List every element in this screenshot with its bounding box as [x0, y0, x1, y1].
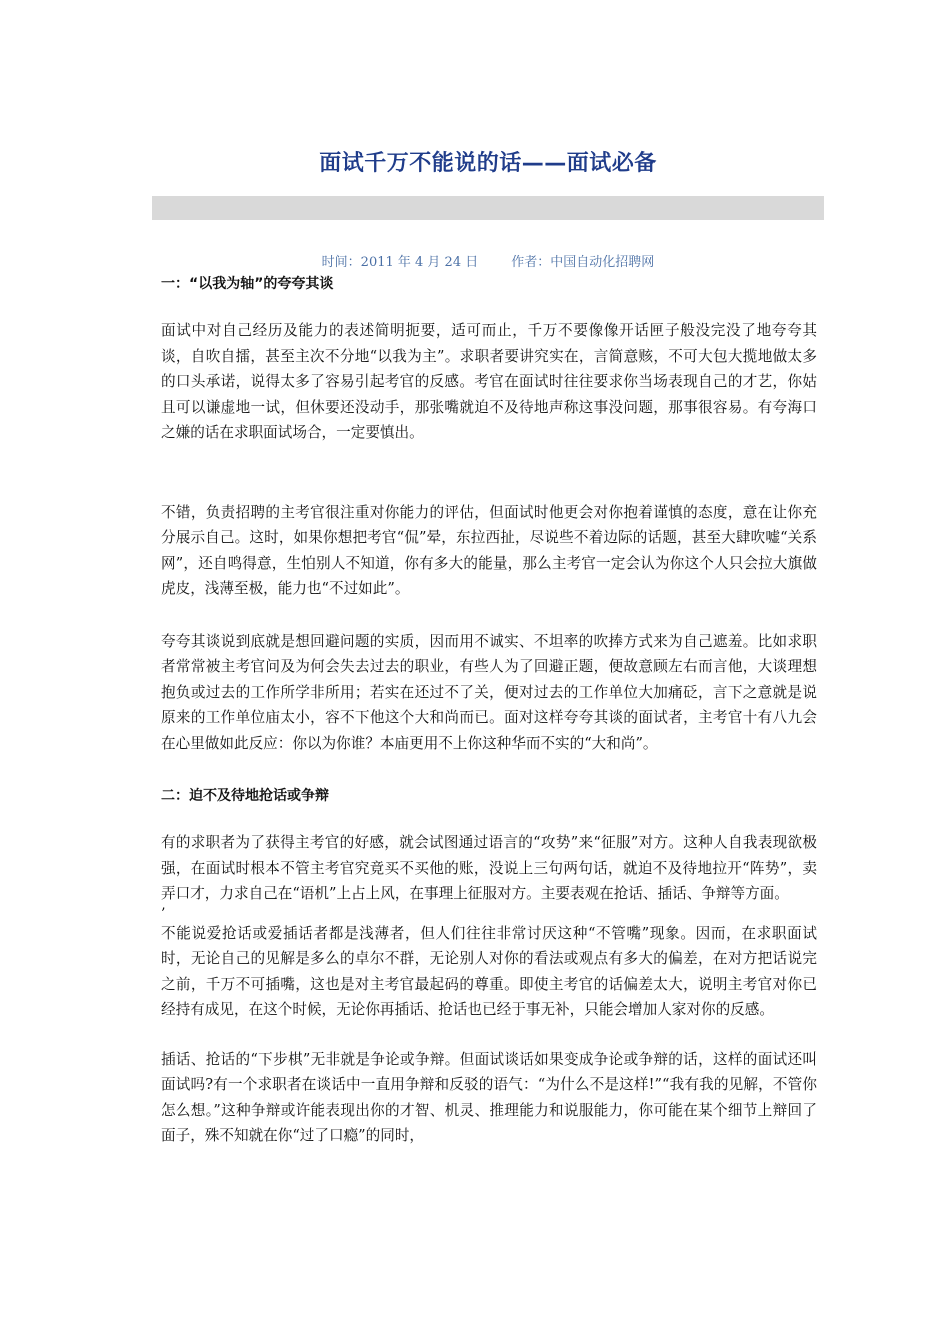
paragraph-2-1: 有的求职者为了获得主考官的好感，就会试图通过语言的“攻势”来“征服”对方。这种人自我表现欲极强，在面试时根本不管主考官究竟买不买他的账，没说上三句两句话，就迫不及待地拉开“阵势”，卖弄口才，力求自己在“语机”上占上风，在事理上征服对方。主要表观在抢话、插话、争辩等方面。: [161, 834, 817, 902]
paragraph-2-3: 插话、抢话的“下步棋”无非就是争论或争辩。但面试谈话如果变成争论或争辩的话，这样的面试还叫面试吗?有一个求职者在谈话中一直用争辩和反驳的语气：“为什么不是这样!”“我有我的见解，不管你怎么想。”这种争辩或许能表现出你的才智、机灵、推理能力和说服能力，你可能在某个细节上辩回了面子，殊不知就在你“过了口瘾”的同时，: [161, 1050, 817, 1144]
document-title: 面试千万不能说的话——面试必备: [319, 151, 657, 176]
section-heading-2: 二：迫不及待地抢话或争辩: [161, 788, 329, 804]
author: 作者：中国自动化招聘网: [511, 255, 655, 270]
stray-mark: ’: [161, 905, 166, 922]
title-divider-bar: [152, 196, 824, 220]
article-body: [161, 274, 817, 1149]
paragraph-1-1: 面试中对自己经历及能力的表述简明扼要，适可而止，千万不要像像开话匣子般没完没了地夸夸其谈，自吹自擂，甚至主次不分地“以我为主”。求职者要讲究实在，言简意赅，不可大包大揽地做太多的口头承诺，说得太多了容易引起考官的反感。考官在面试时往往要求你当场表现自己的才艺，你姑且可以谦虚地一试，但休要还没动手，那张嘴就迫不及待地声称这事没问题，那事很容易。有夸海口之嫌的话在求职面试场合，一定要慎出。: [161, 322, 817, 441]
article-meta: [152, 251, 824, 270]
paragraph-1-3: 夸夸其谈说到底就是想回避问题的实质，因而用不诚实、不坦率的吹捧方式来为自己遮羞。比如求职者常常被主考官问及为何会失去过去的职业，有些人为了回避正题，便故意顾左右而言他，大谈理想抱负或过去的工作所学非所用；若实在还过不了关，便对过去的工作单位大加痛砭，言下之意就是说原来的工作单位庙太小，容不下他这个大和尚而已。面对这样夸夸其谈的面试者，主考官十有八九会在心里做如此反应：你以为你谁？本庙更用不上你这种华而不实的“大和尚”。: [161, 632, 817, 752]
paragraph-1-2: 不错，负责招聘的主考官很注重对你能力的评估，但面试时他更会对你抱着谨慎的态度，意在让你充分展示自己。这时，如果你想把考官“侃”晕，东拉西扯，尽说些不着边际的话题，甚至大肆吹嘘“关系网”，还自鸣得意，生怕别人不知道，你有多大的能量，那么主考官一定会认为你这个人只会拉大旗做虎皮，浅薄至极，能力也“不过如此”。: [161, 503, 817, 597]
publish-time: 时间：2011 年 4 月 24 日: [321, 255, 479, 270]
section-heading-1: 一：“以我为轴”的夸夸其谈: [161, 276, 334, 292]
paragraph-2-2: 不能说爱抢话或爱插话者都是浅薄者，但人们往往非常讨厌这种“不管嘴”现象。因而，在求职面试时，无论自己的见解是多么的卓尔不群，无论别人对你的看法或观点有多大的偏差，在对方把话说完之前，千万不可插嘴，这也是对主考官最起码的尊重。即使主考官的话偏差太大，说明主考官对你已经持有成见，在这个时候，无论你再插话、抢话也已经于事无补，只能会增加人家对你的反感。: [161, 924, 817, 1018]
